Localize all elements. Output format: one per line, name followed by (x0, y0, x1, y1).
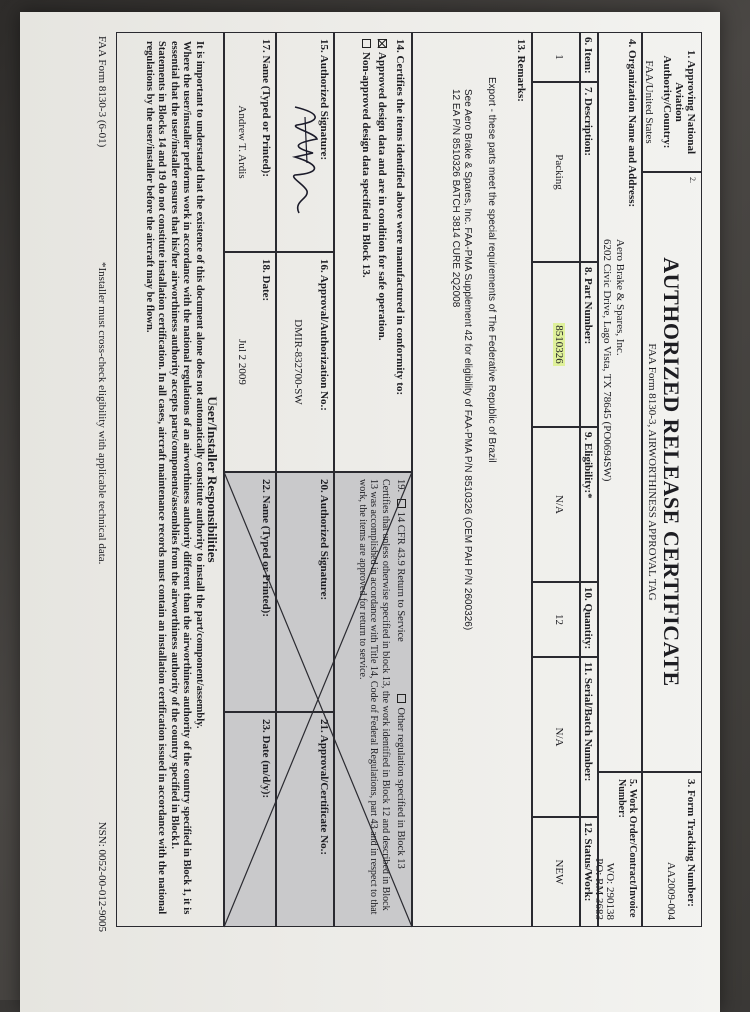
block-14-label: 14. Certifies the items identified above were manufactured in conformity to: (394, 39, 406, 396)
item-number: 1 (532, 32, 580, 82)
block-23-label: 23. Date (m/d/y): (260, 719, 272, 799)
block-4-label: 4. Organization Name and Address: (626, 39, 638, 208)
block-20-label: 20. Authorized Signature: (318, 479, 330, 601)
remarks-line-2: See Aero Brake & Spares, Inc. FAA-PMA Supplement 42 for eligibility of FAA-PMA P/N 8510326 (OEM PAH P/N 2600326) (462, 89, 473, 631)
remarks-line-3: 12 EA P/N 8510326 BATCH 3814 CURE 2Q2008 (450, 89, 461, 308)
block-4-line1: Aero Brake & Spares, Inc. (614, 239, 626, 356)
responsibilities-para-3: Statements in Blocks 14 and 19 do not constitute installation certification. In all cases, aircraft maintenance records must contain an installation certification issued in accordance with the national regulations by the user/installer before the aircraft may be flown. (144, 41, 168, 915)
block-18-value: Jul 2 2009 (236, 339, 248, 385)
block-19-option-2: Other regulation specified in Block 13 (395, 707, 406, 869)
page-title: AUTHORIZED RELEASE CERTIFICATE (659, 257, 684, 687)
block-19-text: Certifies that unless otherwise specified in block 13, the work identified in Block 12 and described in Block 13 was accomplished in accordance with Title 14, Code of Federal Regulations, part 43 and in respect to that work, the items are approved for return to service. (357, 479, 391, 915)
block-5-line1: WO: 290138 (604, 862, 616, 920)
block-1-value: FAA/United States (643, 60, 655, 144)
item-serial-batch: N/A (532, 657, 580, 817)
block-17-label: 17. Name (Typed or Printed): (260, 39, 272, 177)
block-14-option-non-approved-text: Non-approved design data specified in Block 13. (360, 52, 372, 278)
items-header-eligibility: 9. Eligibility:* (580, 427, 598, 582)
block-16-label: 16. Approval/Authorization No.: (318, 259, 330, 411)
items-header-description: 7. Description: (580, 82, 598, 262)
items-header-status-work: 12. Status/Work: (580, 817, 598, 927)
block-4-line2: 6202 Civic Drive, Lago Vista, TX 78645 (PO0694SW) (601, 239, 613, 482)
items-header-item: 6. Item: (580, 32, 598, 82)
block-3-label: 3. Form Tracking Number: (685, 779, 697, 907)
responsibilities-section (116, 32, 224, 927)
item-status-work: NEW (532, 817, 580, 927)
items-header-quantity: 10. Quantity: (580, 582, 598, 657)
block-19-number: 19. (395, 479, 406, 493)
items-header-serial-batch: 11. Serial/Batch Number: (580, 657, 598, 817)
items-header-part-number: 8. Part Number: (580, 262, 598, 427)
block-18-label: 18. Date: (260, 259, 272, 302)
item-description: Packing (532, 82, 580, 262)
responsibilities-para-1: It is important to understand that the existence of this document alone does not automatically constitute authority to install the part/component/assembly. (194, 41, 205, 729)
block-21-label: 21. Approval/Certificate No.: (318, 719, 330, 856)
remarks-line-1: Export - these parts meet the special requirements of The Federative Republic of Brazil (486, 77, 497, 463)
block-19-option-1: 14 CFR 43.9 Return to Service (395, 511, 406, 642)
installer-note: *Installer must cross-check eligibility with applicable technical data. (96, 262, 108, 565)
release-certificate-document (20, 12, 720, 1012)
block-2-label: 2. (688, 177, 697, 183)
block-17-value: Andrew T. Ardis (236, 105, 248, 179)
block-3-value: AA2009-004 (665, 861, 677, 920)
page-subtitle: FAA Form 8130-3, AIRWORTHINESS APPROVAL TAG (646, 343, 658, 601)
block-1-label: 1. Approving National Aviation Authority/Country: (661, 49, 697, 155)
block-22-label: 22. Name (Typed or Printed): (260, 479, 272, 617)
item-quantity: 12 (532, 582, 580, 657)
nsn-number: NSN: 0052-00-012-9005 (96, 821, 108, 932)
block-14-option-approved-text: Approved design data and are in condition for safe operation. (376, 52, 388, 341)
responsibilities-title: User/Installer Responsibilities (205, 396, 220, 563)
block-16-value: DMIR-832700-SW (292, 319, 304, 405)
block-5-line2: PO: RM 3683 (593, 858, 605, 920)
responsibilities-para-2: Where the user/installer performs work in accordance with the national regulations of an airworthiness authority different than the airworthiness authority of the country specified in Block 1, it is essential that the user/installer ensures that his/her airworthiness authority accepts parts/components/assemblies from the airworthiness authority of the country specified in Block1. (169, 41, 193, 915)
block-5-label: 5. Work Order/Contract/Invoice Number: (616, 779, 638, 918)
remarks-label: 13. Remarks: (515, 39, 527, 102)
part-number-highlight: 8510326 (553, 325, 565, 364)
form-number: FAA Form 8130-3 (6-01) (96, 36, 108, 148)
block-15-label: 15. Authorized Signature: (318, 39, 330, 161)
item-eligibility: N/A (532, 427, 580, 582)
